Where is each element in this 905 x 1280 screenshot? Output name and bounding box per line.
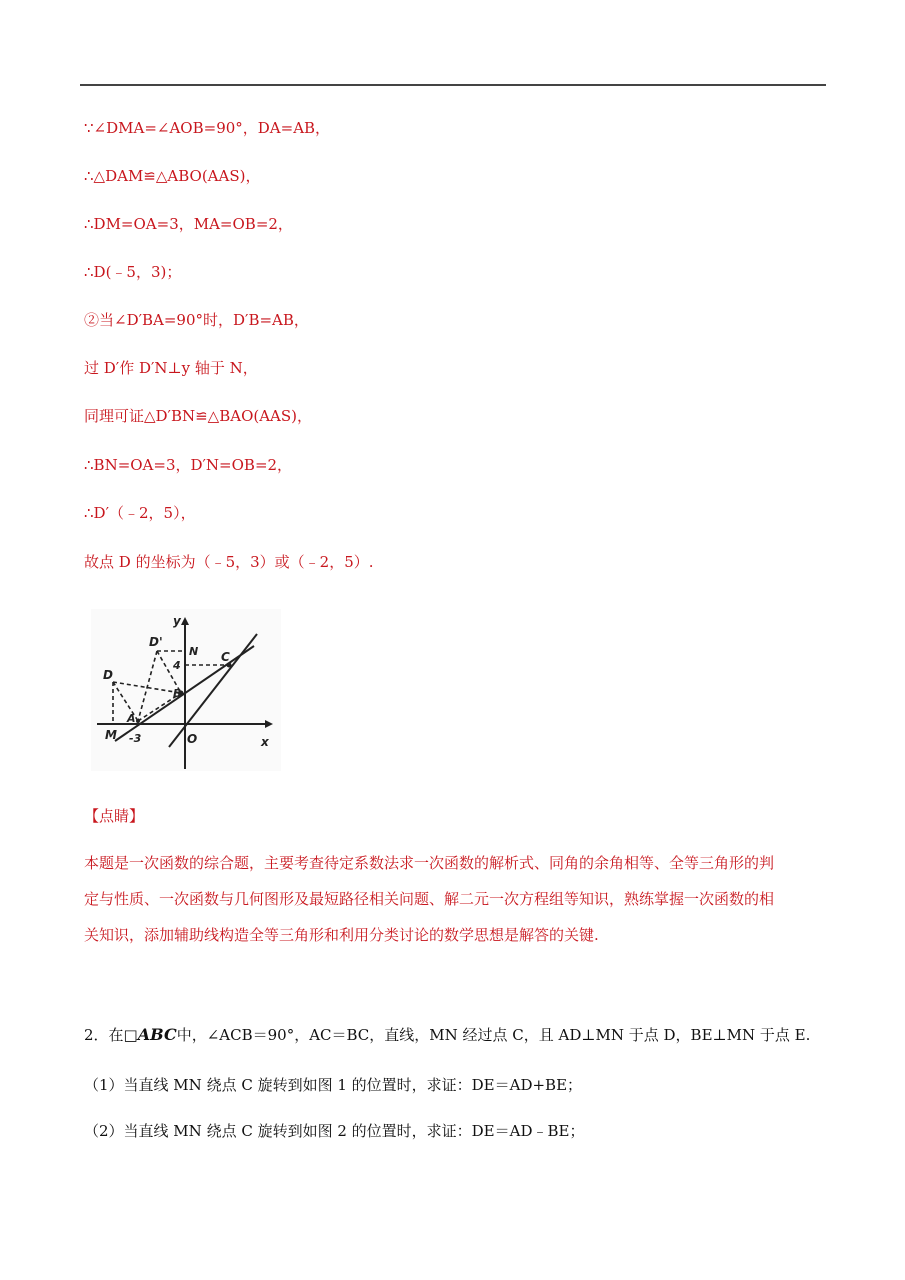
x-axis-arrow	[265, 720, 273, 728]
comment-paragraph	[84, 845, 824, 953]
solution-line-6: 过 D′作 D′N⊥y 轴于 N，	[84, 359, 258, 377]
question-part-2: （2）当直线 MN 绕点 C 旋转到如图 2 的位置时，求证：DE＝AD﹣BE；	[84, 1122, 585, 1140]
question-triangle-abc: ABC	[137, 1025, 177, 1044]
solution-line-2: ∴△DAM≌△ABO(AAS)，	[84, 167, 261, 185]
point-a	[136, 719, 140, 723]
header-rule	[80, 84, 826, 86]
label-a: A	[127, 712, 136, 725]
comment-line-3: 关知识，添加辅助线构造全等三角形和利用分类讨论的数学思想是解答的关键.	[84, 926, 599, 944]
label-b: B	[173, 687, 182, 700]
comment-line-2: 定与性质、一次函数与几何图形及最短路径相关问题、解二元一次方程组等知识，熟练掌握一次函数的相	[84, 890, 775, 908]
label-4: 4	[173, 659, 181, 672]
label-n: N	[189, 645, 199, 658]
label-y: y	[173, 614, 181, 628]
solution-line-8: ∴BN=OA=3，D′N=OB=2，	[84, 456, 293, 474]
comment-line-1: 本题是一次函数的综合题，主要考查待定系数法求一次函数的解析式、同角的余角相等、全等三角形的判	[84, 854, 775, 872]
question-stem	[84, 1025, 810, 1045]
label-x: x	[261, 735, 269, 749]
label-d-prime: D'	[149, 635, 163, 649]
solution-line-7: 同理可证△D′BN≌△BAO(AAS)，	[84, 407, 313, 425]
solution-line-10: 故点 D 的坐标为（﹣5，3）或（﹣2，5）.	[84, 553, 374, 571]
y-axis-arrow	[181, 617, 189, 625]
label-d: D	[103, 668, 113, 682]
label-minus3: -3	[129, 732, 142, 745]
question-box: □	[123, 1026, 138, 1044]
solution-line-1: ∵∠DMA=∠AOB=90°，DA=AB，	[84, 119, 331, 137]
label-c: C	[221, 650, 230, 664]
coordinate-figure	[91, 609, 281, 771]
line-oc	[169, 634, 257, 747]
question-part-1: （1）当直线 MN 绕点 C 旋转到如图 1 的位置时，求证：DE＝AD+BE；	[84, 1076, 583, 1094]
label-m: M	[105, 728, 117, 742]
solution-line-9: ∴D′（﹣2，5），	[84, 504, 196, 522]
label-o: O	[187, 732, 198, 746]
question-number: 2．在	[84, 1026, 124, 1044]
solution-line-3: ∴DM=OA=3，MA=OB=2，	[84, 215, 293, 233]
solution-line-5: ②当∠D′BA=90°时，D′B=AB，	[84, 311, 309, 329]
question-text: 中，∠ACB＝90°，AC＝BC，直线，MN 经过点 C，且 AD⊥MN 于点 D，BE⊥MN 于点 E.	[176, 1026, 811, 1044]
comment-heading: 【点睛】	[84, 807, 145, 825]
solution-line-4: ∴D(﹣5，3)；	[84, 263, 182, 281]
